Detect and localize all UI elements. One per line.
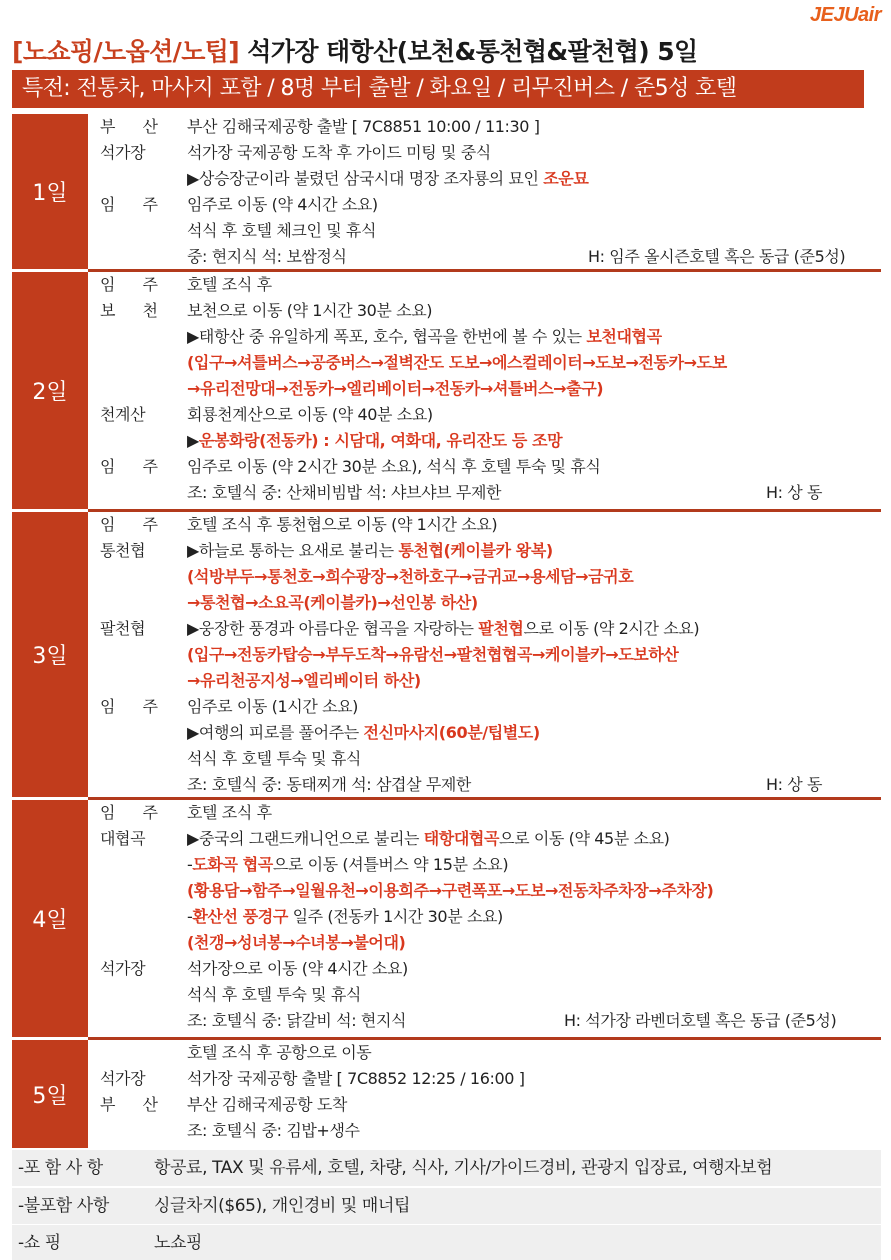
itinerary-text [187,166,588,192]
itinerary-text: 임주로 이동 (1시간 소요) [187,697,359,716]
text-prefix: - [187,855,193,874]
itinerary-text: 조: 호텔식 중: 닭갈비 석: 현지식 [187,1011,407,1030]
text-prefix: - [187,907,193,926]
itinerary-text: 조: 호텔식 중: 산채비빔밥 석: 샤브샤브 무제한 [187,483,502,502]
itinerary-line [12,1118,881,1144]
route-detail: (입구→전동카탑승→부두도착→유람선→팔천협협곡→케이블카→도보하산 [187,645,679,664]
text-prefix: ▶여행의 피로를 풀어주는 [187,723,364,742]
itinerary-text: 석식 후 호텔 투숙 및 휴식 [187,749,361,768]
place-label: 부 산 [100,117,169,136]
itinerary-text [187,616,699,642]
day-label: 1일 [12,114,88,269]
itinerary-line [12,272,881,298]
title-main: 석가장 태항산(보천&통천협&팔천협) 5일 [239,37,698,66]
route-detail: →유리천공지성→엘리베이터 하산) [187,671,421,690]
itinerary-text: 회룡천계산으로 이동 (약 40분 소요) [187,405,433,424]
itinerary-line [12,114,881,140]
footer-label: -불포함 사항 [18,1196,109,1216]
itinerary-line [12,982,881,1008]
footer-value: 싱글차지($65), 개인경비 및 매너팁 [154,1196,410,1216]
place-label: 임 주 [100,803,169,822]
itinerary-line [12,538,881,564]
highlight-attraction: 태항대협곡 [423,829,500,848]
day-label: 5일 [12,1040,88,1148]
day-block [12,114,881,269]
text-prefix: ▶상승장군이라 불렸던 삼국시대 명장 조자룡의 묘인 [187,169,544,188]
itinerary-text: 조: 호텔식 중: 김밥+생수 [187,1121,360,1140]
highlight-attraction: 운봉화랑(전동카) : 시담대, 여화대, 유리잔도 등 조망 [198,431,563,450]
day-block [12,1040,881,1148]
itinerary-line [12,454,881,480]
place-label: 통천협 [100,541,146,560]
place-label: 임 주 [100,515,169,534]
hotel-info: H: 석가장 라벤더호텔 혹은 동급 (준5성) [564,1011,837,1030]
itinerary-text: 중: 현지식 석: 보쌈정식 [187,247,347,266]
route-detail: (천갱→성녀봉→수녀봉→불어대) [187,933,406,952]
benefits-banner: 특전: 전통차, 마사지 포함 / 8명 부터 출발 / 화요일 / 리무진버스 / 준5성 호텔 [12,70,864,108]
day-block [12,512,881,797]
itinerary-text [187,852,508,878]
itinerary-text: 석가장으로 이동 (약 4시간 소요) [187,959,408,978]
place-label: 천계산 [100,405,146,424]
hotel-info: H: 임주 올시즌호텔 혹은 동급 (준5성) [588,247,846,266]
highlight-attraction: 환산선 풍경구 [192,907,288,926]
text-prefix: ▶하늘로 통하는 요새로 불리는 [187,541,399,560]
text-suffix: 으로 이동 (약 45분 소요) [499,829,670,848]
itinerary-text: 부산 김해국제공항 출발 [ 7C8851 10:00 / 11:30 ] [187,117,540,136]
itinerary-line [12,350,881,376]
itinerary-line [12,480,881,506]
itinerary-text [187,538,553,564]
itinerary-line [12,1008,881,1034]
highlight-attraction: 보천대협곡 [586,327,662,346]
itinerary-line [12,1066,881,1092]
itinerary-text: 석가장 국제공항 도착 후 가이드 미팅 및 중식 [187,143,491,162]
itinerary-line [12,746,881,772]
place-label: 보 천 [100,301,169,320]
itinerary-line [12,642,881,668]
route-detail: (석방부두→통천호→희수광장→천하호구→금귀교→용세담→금귀호 [187,567,634,586]
day-block [12,800,881,1037]
route-detail: →통천협→소요곡(케이블카)→선인봉 하산) [187,593,478,612]
itinerary-line [12,1092,881,1118]
text-suffix: 으로 이동 (셔틀버스 약 15분 소요) [272,855,509,874]
itinerary-text: 호텔 조식 후 통천협으로 이동 (약 1시간 소요) [187,515,498,534]
footer-label: -쇼 핑 [18,1233,61,1253]
itinerary-line [12,192,881,218]
itinerary-text [187,428,562,454]
title-tag: [노쇼핑/노옵션/노팁] [12,37,240,66]
itinerary-line [12,772,881,798]
text-prefix: ▶ [187,431,199,450]
itinerary-line [12,668,881,694]
itinerary-text: 조: 호텔식 중: 동태찌개 석: 삼겹살 무제한 [187,775,471,794]
itinerary-line [12,826,881,852]
text-suffix: 으로 이동 (약 2시간 소요) [523,619,700,638]
itinerary-line [12,166,881,192]
itinerary-line [12,564,881,590]
itinerary-text: 임주로 이동 (약 4시간 소요) [187,195,378,214]
place-label: 대협곡 [100,829,146,848]
page-title [12,32,698,68]
itinerary-line [12,140,881,166]
highlight-attraction: 전신마사지(60분/팁별도) [363,723,540,742]
footer-value: 항공료, TAX 및 유류세, 호텔, 차량, 식사, 기사/가이드경비, 관광지 입장료, 여행자보험 [154,1158,773,1178]
footer-label: -포 함 사 항 [18,1158,103,1178]
itinerary-line [12,616,881,642]
itinerary-line [12,1040,881,1066]
footer-row [12,1225,881,1260]
day-block [12,272,881,509]
text-prefix: ▶태항산 중 유일하게 폭포, 호수, 협곡을 한번에 볼 수 있는 [187,327,587,346]
highlight-attraction: 도화곡 협곡 [192,855,273,874]
itinerary-text: 석식 후 호텔 투숙 및 휴식 [187,985,361,1004]
itinerary-text [187,324,662,350]
itinerary-line [12,298,881,324]
itinerary-line [12,904,881,930]
route-detail: (입구→셔틀버스→공중버스→절벽잔도 도보→에스컬레이터→도보→전동카→도보 [187,353,727,372]
place-label: 임 주 [100,275,169,294]
place-label: 부 산 [100,1095,169,1114]
itinerary-line [12,324,881,350]
itinerary-line [12,720,881,746]
day-label: 4일 [12,800,88,1037]
itinerary-line [12,694,881,720]
itinerary-text [187,904,503,930]
itinerary-line [12,244,881,270]
itinerary-line [12,956,881,982]
itinerary-text: 부산 김해국제공항 도착 [187,1095,347,1114]
highlight-attraction: 팔천협 [478,619,524,638]
route-detail: (황용담→함주→일월유천→이용희주→구련폭포→도보→전동차주차장→주차장) [187,881,714,900]
itinerary-line [12,376,881,402]
text-prefix: ▶중국의 그랜드캐니언으로 불리는 [187,829,424,848]
place-label: 임 주 [100,697,169,716]
itinerary-line [12,512,881,538]
itinerary-text: 임주로 이동 (약 2시간 30분 소요), 석식 후 호텔 투숙 및 휴식 [187,457,601,476]
place-label: 석가장 [100,143,146,162]
footer-row [12,1188,881,1224]
highlight-attraction: 조운묘 [543,169,589,188]
itinerary-line [12,590,881,616]
day-label: 2일 [12,272,88,509]
itinerary-line [12,402,881,428]
itinerary-line [12,800,881,826]
itinerary-line [12,428,881,454]
footer-value: 노쇼핑 [154,1233,203,1253]
itinerary-line [12,930,881,956]
highlight-attraction: 통천협(케이블카 왕복) [398,541,553,560]
place-label: 팔천협 [100,619,146,638]
day-label: 3일 [12,512,88,797]
route-detail: →유리전망대→전동카→엘리베이터→전동카→셔틀버스→출구) [187,379,604,398]
itinerary-line [12,878,881,904]
place-label: 임 주 [100,195,169,214]
itinerary-text: 호텔 조식 후 [187,803,272,822]
footer-row [12,1150,881,1186]
text-prefix: ▶웅장한 풍경과 아름다운 협곡을 자랑하는 [187,619,479,638]
hotel-info: H: 상 동 [766,775,823,794]
hotel-info: H: 상 동 [766,483,823,502]
itinerary-line [12,852,881,878]
itinerary-text [187,720,540,746]
itinerary-text [187,826,669,852]
place-label: 석가장 [100,1069,146,1088]
itinerary-text: 석가장 국제공항 출발 [ 7C8852 12:25 / 16:00 ] [187,1069,525,1088]
itinerary-text: 호텔 조식 후 [187,275,272,294]
itinerary-text: 석식 후 호텔 체크인 및 휴식 [187,221,377,240]
itinerary-text: 보천으로 이동 (약 1시간 30분 소요) [187,301,433,320]
jejuair-logo: JEJUair [810,4,881,26]
itinerary-line [12,218,881,244]
itinerary-text: 호텔 조식 후 공항으로 이동 [187,1043,372,1062]
place-label: 석가장 [100,959,146,978]
text-suffix: 일주 (전동카 1시간 30분 소요) [287,907,503,926]
place-label: 임 주 [100,457,169,476]
